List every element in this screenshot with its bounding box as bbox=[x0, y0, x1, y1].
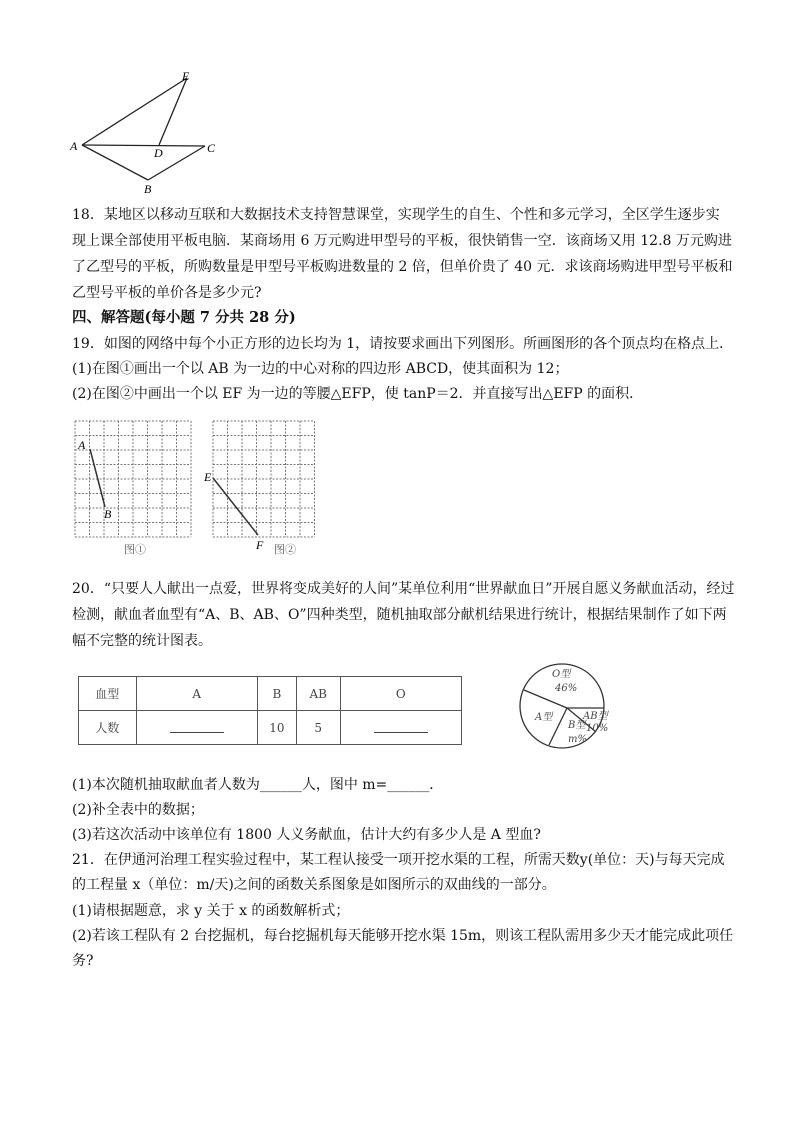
q20-sub: (3)若这次活动中该单位有 1800 人义务献血，估计大约有多少人是 A 型血? bbox=[72, 827, 541, 843]
segment-ef bbox=[213, 478, 258, 535]
q21-line: (1)请根据题意，求 y 关于 x 的函数解析式； bbox=[72, 903, 350, 919]
q18-line: 了乙型号的平板，所购数量是甲型号平板购进数量的 2 倍，但单价贵了 40 元．求该商场购进甲型号平板和 bbox=[72, 259, 733, 275]
pie-o-pct: 46% bbox=[555, 683, 578, 694]
pie-b-label: B型 bbox=[568, 720, 586, 731]
label-grid-b: B bbox=[104, 507, 112, 521]
q18-line: 乙型号平板的单价各是多少元? bbox=[72, 285, 262, 301]
pie-o-label: O型 bbox=[552, 669, 571, 680]
pie-a-label: A型 bbox=[535, 712, 553, 723]
section-heading: 四、解答题(每小题 7 分共 28 分) bbox=[72, 309, 296, 326]
table-cell: 10 bbox=[257, 711, 296, 745]
q21-line: (2)若该工程队有 2 台挖掘机，每台挖掘机每天能够开挖水渠 15m，则该工程队需用多少天才能完成此项任 bbox=[72, 928, 734, 944]
label-c: C bbox=[207, 141, 216, 155]
blood-type-table bbox=[78, 676, 462, 745]
q20-line: 检测，献血者血型有“A、B、AB、O”四种类型，随机抽取部分献机结果进行统计，根据结果制作了如下两 bbox=[72, 607, 727, 623]
table-row bbox=[79, 711, 462, 745]
pie-b-pct: m% bbox=[568, 734, 587, 745]
label-grid-a: A bbox=[78, 438, 86, 452]
q20-line: 20．“只要人人献出一点爱，世界将变成美好的人间”某单位利用“世界献血日”开展自愿义务献血活动，经过 bbox=[72, 581, 735, 597]
q21-line: 21．在伊通河治理工程实验过程中，某工程认接受一项开挖水渠的工程，所需天数y(单位：天)与每天完成 bbox=[72, 852, 725, 868]
q18-line: 现上课全部使用平板电脑．某商场用 6 万元购进甲型号的平板，很快销售一空．该商场又用 12.8 万元购进 bbox=[72, 233, 732, 249]
table-cell: O bbox=[340, 677, 461, 711]
triangle-figure bbox=[82, 78, 205, 180]
label-e: E bbox=[182, 69, 190, 83]
table-cell: 血型 bbox=[79, 677, 137, 711]
q20-sub: (2)补全表中的数据； bbox=[72, 802, 204, 818]
q19-line: (2)在图②中画出一个以 EF 为一边的等腰△EFP，使 tanP＝2．并直接写出△EFP 的面积． bbox=[72, 386, 644, 402]
table-cell: 5 bbox=[296, 711, 340, 745]
table-cell: A bbox=[136, 677, 257, 711]
table-cell: B bbox=[257, 677, 296, 711]
table-cell-blank bbox=[340, 711, 461, 745]
q20-sub: (1)本次随机抽取献血者人数为______人，图中 m=______． bbox=[72, 777, 444, 793]
pie-ab-pct: 10% bbox=[586, 723, 609, 734]
pie-ab-label: AB型 bbox=[583, 711, 608, 722]
q21-line: 的工程量 x（单位：m/天)之间的函数关系图象是如图所示的双曲线的一部分。 bbox=[72, 877, 556, 893]
table-cell: AB bbox=[296, 677, 340, 711]
segment-ab bbox=[90, 449, 105, 507]
table-cell-blank bbox=[136, 711, 257, 745]
q19-line: 19．如图的网络中每个小正方形的边长均为 1，请按要求画出下列图形。所画图形的各个顶点均在格点上． bbox=[72, 336, 734, 352]
table-cell: 人数 bbox=[79, 711, 137, 745]
q21-line: 务? bbox=[72, 953, 94, 969]
label-b: B bbox=[144, 182, 152, 196]
grid2-caption: 图② bbox=[274, 543, 296, 556]
label-grid-e: E bbox=[204, 470, 212, 484]
grid-figure-1 bbox=[75, 421, 191, 537]
label-d: D bbox=[154, 146, 163, 160]
table-header-row bbox=[79, 677, 462, 711]
q18-line: 18．某地区以移动互联和大数据技术支持智慧课堂，实现学生的自生、个性和多元学习，全区学生逐步实 bbox=[72, 207, 720, 223]
q20-line: 幅不完整的统计图表。 bbox=[72, 633, 212, 649]
q19-line: (1)在图①画出一个以 AB 为一边的中心对称的四边形 ABCD，使其面积为 12； bbox=[72, 361, 569, 377]
grid1-caption: 图① bbox=[124, 543, 146, 556]
label-grid-f: F bbox=[256, 538, 264, 552]
label-a: A bbox=[70, 139, 78, 153]
grid-figure-2 bbox=[213, 421, 315, 537]
